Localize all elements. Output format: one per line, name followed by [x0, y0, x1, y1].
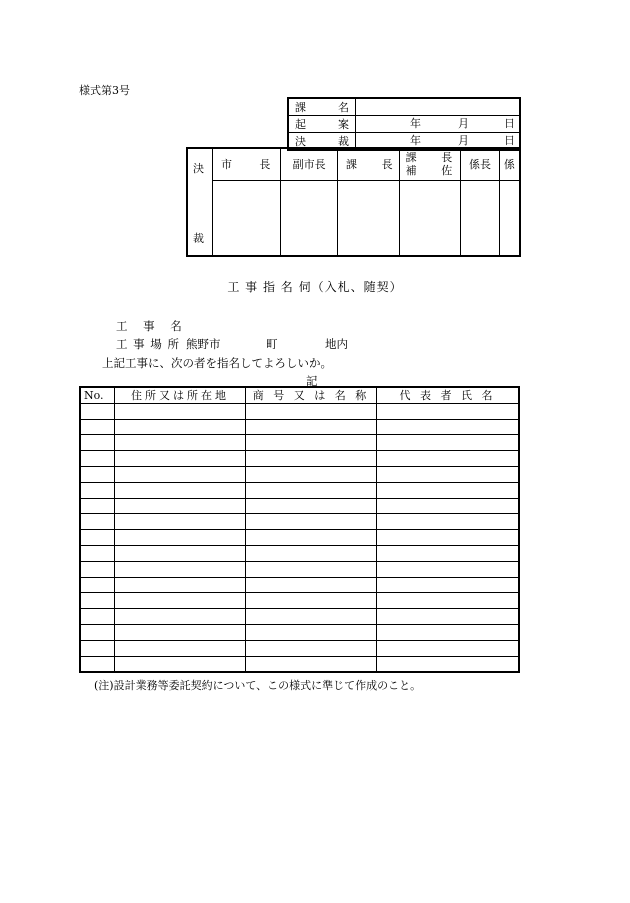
decision-label: 決 裁 — [288, 133, 356, 151]
row-company-cell[interactable] — [246, 498, 377, 514]
row-company-cell[interactable] — [246, 609, 377, 625]
header-representative: 代 表 者 氏 名 — [377, 387, 520, 403]
row-company-cell[interactable] — [246, 577, 377, 593]
row-address-cell[interactable] — [115, 656, 246, 672]
row-no-cell[interactable] — [80, 403, 115, 419]
decision-month: 月 — [458, 134, 469, 147]
table-row — [80, 609, 519, 625]
table-row — [80, 498, 519, 514]
approval-table — [186, 147, 521, 257]
draft-row — [288, 116, 520, 133]
row-address-cell[interactable] — [115, 609, 246, 625]
row-company-cell[interactable] — [246, 593, 377, 609]
draft-date-field[interactable] — [356, 116, 521, 133]
row-no-cell[interactable] — [80, 545, 115, 561]
subsection-chief-header: 係長 — [461, 148, 499, 180]
row-company-cell[interactable] — [246, 419, 377, 435]
row-company-cell[interactable] — [246, 451, 377, 467]
row-no-cell[interactable] — [80, 466, 115, 482]
row-representative-cell[interactable] — [377, 403, 520, 419]
header-no: No. — [80, 387, 115, 403]
row-address-cell[interactable] — [115, 435, 246, 451]
vice-mayor-stamp[interactable] — [281, 180, 338, 256]
info-table — [287, 97, 521, 151]
draft-label: 起 案 — [288, 116, 356, 133]
row-company-cell[interactable] — [246, 624, 377, 640]
row-no-cell[interactable] — [80, 498, 115, 514]
table-row — [80, 656, 519, 672]
request-text: 上記工事に、次の者を指名してよろしいか。 — [102, 356, 332, 370]
document-title: 工 事 指 名 伺（入札、随契） — [227, 280, 403, 294]
row-address-cell[interactable] — [115, 466, 246, 482]
section-name-row — [288, 98, 520, 116]
row-company-cell[interactable] — [246, 640, 377, 656]
row-no-cell[interactable] — [80, 609, 115, 625]
row-company-cell[interactable] — [246, 545, 377, 561]
row-company-cell[interactable] — [246, 514, 377, 530]
nominee-table — [79, 386, 520, 673]
row-no-cell[interactable] — [80, 451, 115, 467]
row-address-cell[interactable] — [115, 451, 246, 467]
row-representative-cell[interactable] — [377, 514, 520, 530]
nominee-header-row — [80, 387, 519, 403]
row-address-cell[interactable] — [115, 514, 246, 530]
row-company-cell[interactable] — [246, 656, 377, 672]
ki-heading: 記 — [306, 374, 318, 388]
row-representative-cell[interactable] — [377, 530, 520, 546]
header-address: 住所又は所在地 — [115, 387, 246, 403]
row-address-cell[interactable] — [115, 419, 246, 435]
row-company-cell[interactable] — [246, 466, 377, 482]
section-chief-header: 課 長 — [337, 148, 399, 180]
subsection-chief-stamp[interactable] — [461, 180, 499, 256]
row-representative-cell[interactable] — [377, 545, 520, 561]
row-address-cell[interactable] — [115, 482, 246, 498]
row-address-cell[interactable] — [115, 561, 246, 577]
row-representative-cell[interactable] — [377, 451, 520, 467]
row-no-cell[interactable] — [80, 435, 115, 451]
row-address-cell[interactable] — [115, 577, 246, 593]
row-representative-cell[interactable] — [377, 609, 520, 625]
table-row — [80, 482, 519, 498]
row-address-cell[interactable] — [115, 593, 246, 609]
row-address-cell[interactable] — [115, 545, 246, 561]
row-address-cell[interactable] — [115, 403, 246, 419]
table-row — [80, 561, 519, 577]
table-row — [80, 466, 519, 482]
decision-year: 年 — [410, 134, 421, 147]
row-company-cell[interactable] — [246, 530, 377, 546]
row-company-cell[interactable] — [246, 561, 377, 577]
row-representative-cell[interactable] — [377, 482, 520, 498]
row-representative-cell[interactable] — [377, 656, 520, 672]
row-no-cell[interactable] — [80, 482, 115, 498]
assistant-chief-stamp[interactable] — [399, 180, 461, 256]
table-row — [80, 577, 519, 593]
table-row — [80, 403, 519, 419]
table-row — [80, 593, 519, 609]
approval-header-row — [187, 148, 520, 180]
row-representative-cell[interactable] — [377, 419, 520, 435]
draft-month: 月 — [458, 117, 469, 130]
town-label: 町 — [266, 337, 278, 351]
row-no-cell[interactable] — [80, 640, 115, 656]
table-row — [80, 640, 519, 656]
row-no-cell[interactable] — [80, 419, 115, 435]
row-representative-cell[interactable] — [377, 466, 520, 482]
work-place-label: 工 事 場 所 — [116, 337, 180, 351]
row-company-cell[interactable] — [246, 482, 377, 498]
row-no-cell[interactable] — [80, 656, 115, 672]
table-row — [80, 419, 519, 435]
row-company-cell[interactable] — [246, 403, 377, 419]
draft-year: 年 — [410, 117, 421, 130]
header-company-name: 商 号 又 は 名 称 — [246, 387, 377, 403]
mayor-stamp[interactable] — [213, 180, 281, 256]
row-address-cell[interactable] — [115, 640, 246, 656]
table-row — [80, 451, 519, 467]
staff-stamp[interactable] — [499, 180, 520, 256]
footnote: (注)設計業務等委託契約について、この様式に準じて作成のこと。 — [94, 679, 422, 692]
row-representative-cell[interactable] — [377, 435, 520, 451]
vice-mayor-header: 副市長 — [281, 148, 338, 180]
row-no-cell[interactable] — [80, 624, 115, 640]
section-name-label: 課 名 — [288, 98, 356, 116]
assistant-chief-header: 課 長 補 佐 — [399, 148, 461, 180]
row-address-cell[interactable] — [115, 498, 246, 514]
draft-day: 日 — [504, 117, 515, 130]
city-name: 熊野市 — [186, 337, 221, 351]
row-address-cell[interactable] — [115, 530, 246, 546]
section-name-field[interactable] — [356, 98, 521, 116]
district-label: 地内 — [325, 337, 348, 351]
mayor-header: 市 長 — [213, 148, 281, 180]
staff-header: 係 — [499, 148, 520, 180]
row-company-cell[interactable] — [246, 435, 377, 451]
section-chief-stamp[interactable] — [337, 180, 399, 256]
row-representative-cell[interactable] — [377, 561, 520, 577]
decision-day: 日 — [504, 134, 515, 147]
row-no-cell[interactable] — [80, 514, 115, 530]
form-number: 様式第3号 — [79, 84, 130, 97]
row-no-cell[interactable] — [80, 593, 115, 609]
row-representative-cell[interactable] — [377, 577, 520, 593]
row-representative-cell[interactable] — [377, 593, 520, 609]
approval-side-label: 決 裁 — [187, 148, 213, 256]
row-no-cell[interactable] — [80, 530, 115, 546]
table-row — [80, 530, 519, 546]
row-representative-cell[interactable] — [377, 640, 520, 656]
table-row — [80, 545, 519, 561]
row-address-cell[interactable] — [115, 624, 246, 640]
row-representative-cell[interactable] — [377, 624, 520, 640]
approval-stamp-row — [187, 180, 520, 256]
table-row — [80, 624, 519, 640]
nominee-table-body — [80, 403, 519, 672]
table-row — [80, 435, 519, 451]
row-no-cell[interactable] — [80, 577, 115, 593]
work-name-label: 工 事 名 — [116, 319, 188, 333]
row-no-cell[interactable] — [80, 561, 115, 577]
table-row — [80, 514, 519, 530]
row-representative-cell[interactable] — [377, 498, 520, 514]
